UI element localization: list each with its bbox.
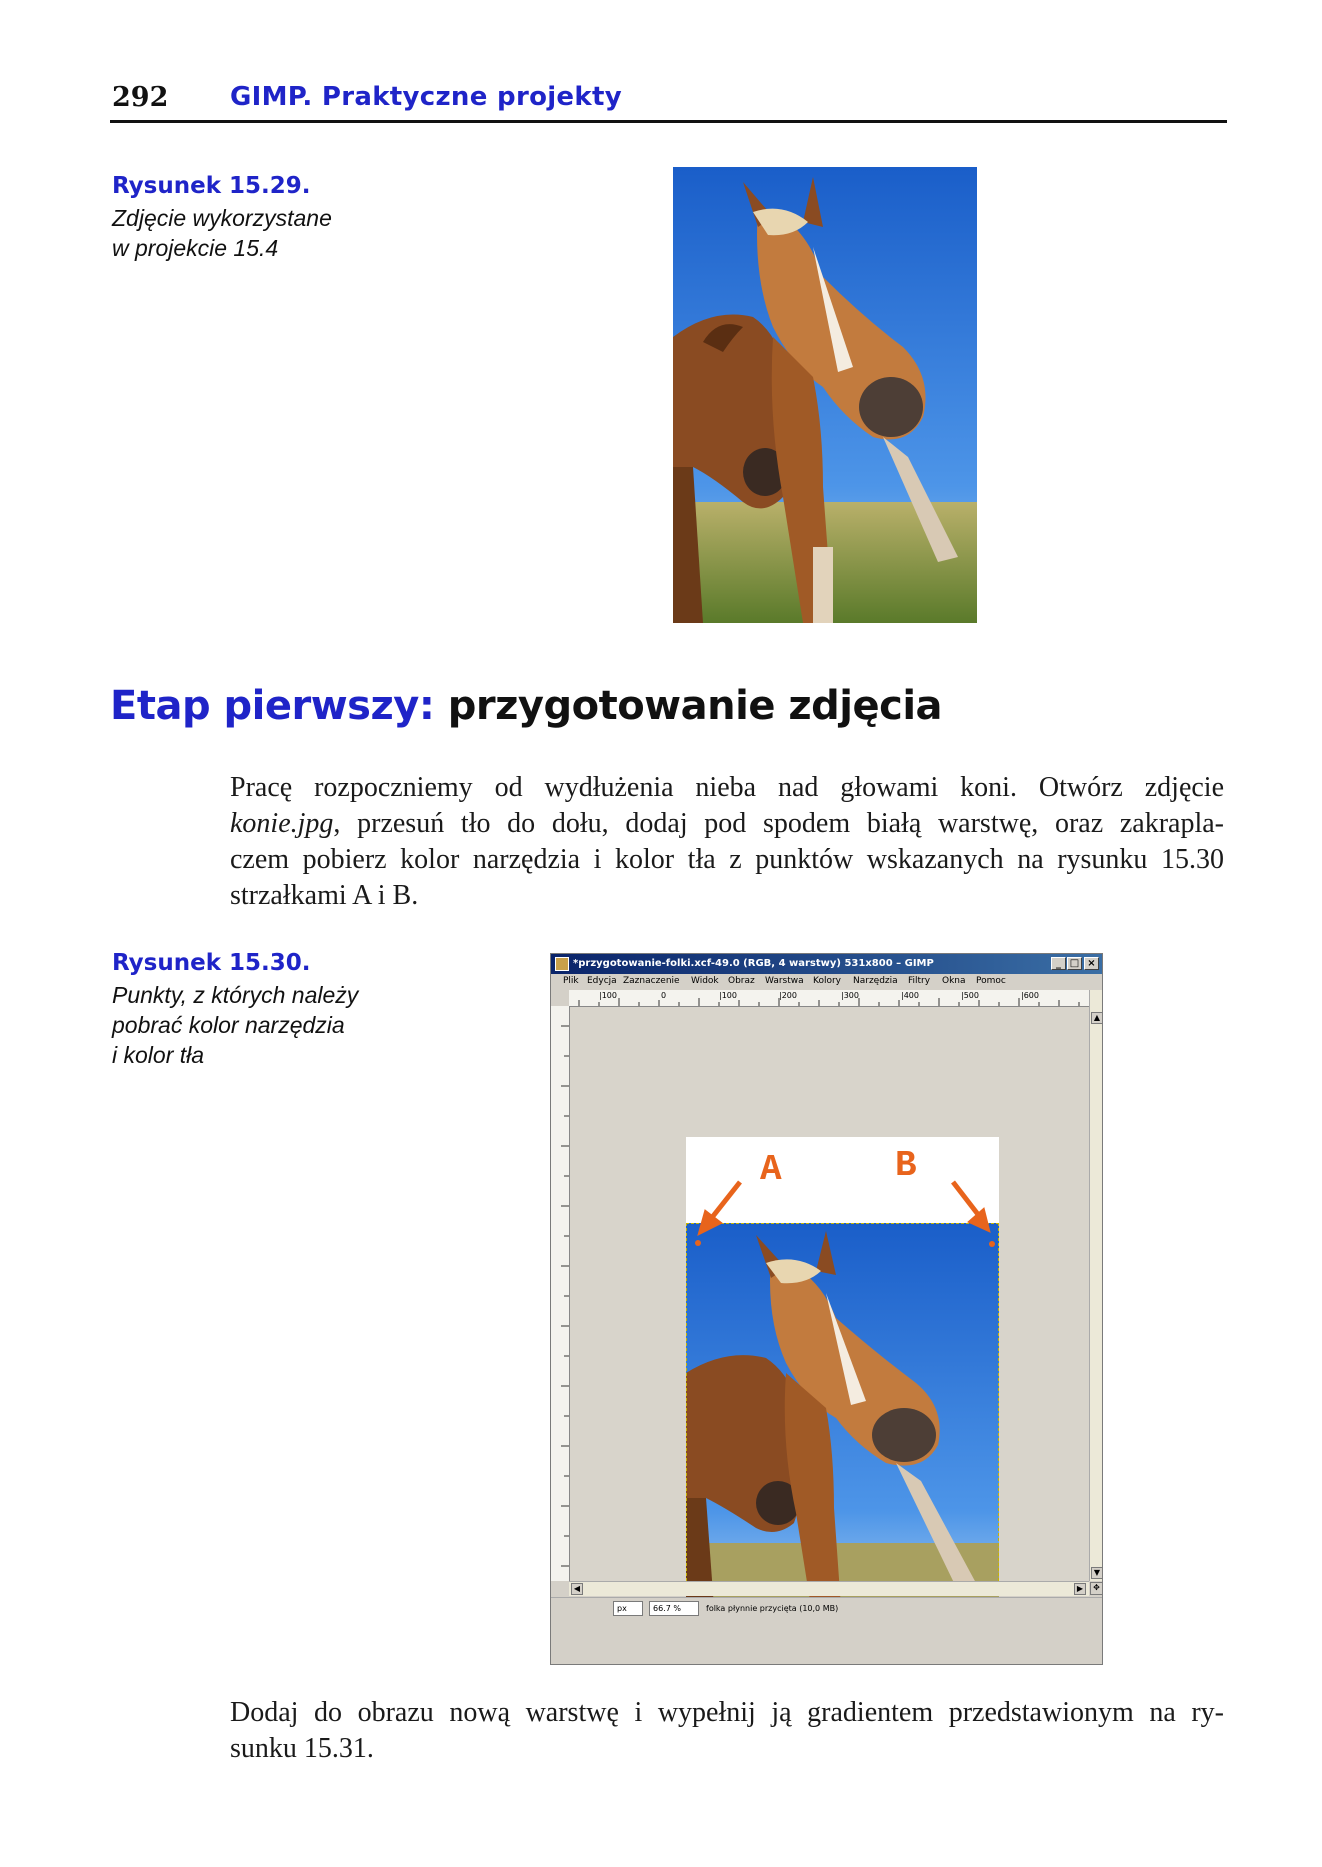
marker-a-label: A xyxy=(760,1149,782,1190)
section-heading-blue: Etap pierwszy: xyxy=(110,683,435,729)
arrow-a-head-icon xyxy=(698,1210,722,1235)
figure-2-caption-line: i kolor tła xyxy=(112,1042,205,1068)
point-b-icon xyxy=(989,1241,995,1247)
status-message: folka płynnie przycięta (10,0 MB) xyxy=(706,1604,839,1613)
menu-item-edycja[interactable]: Edycja xyxy=(587,976,617,986)
ruler-label: 0 xyxy=(661,991,667,1000)
page-number: 292 xyxy=(112,82,169,113)
figure-1-caption-line: Zdjęcie wykorzystane xyxy=(112,205,332,231)
zoom-select[interactable]: 66.7 % xyxy=(649,1601,699,1616)
arrow-b-head-icon xyxy=(968,1208,990,1232)
ruler-label: |400 xyxy=(901,991,919,1000)
vertical-ruler[interactable] xyxy=(551,1006,570,1581)
scroll-left-icon[interactable]: ◀ xyxy=(571,1583,583,1595)
menu-item-zaznaczenie[interactable]: Zaznaczenie xyxy=(623,976,680,986)
figure-2-caption xyxy=(112,980,412,1070)
gimp-menu-bar xyxy=(551,974,1102,990)
figure-1-caption xyxy=(112,203,412,263)
menu-item-obraz[interactable]: Obraz xyxy=(728,976,755,986)
ruler-label: |600 xyxy=(1021,991,1039,1000)
ruler-corner[interactable] xyxy=(551,990,569,1006)
menu-item-warstwa[interactable]: Warstwa xyxy=(765,976,804,986)
horses-illustration xyxy=(673,167,977,623)
paragraph-line: Pracę rozpoczniemy od wydłużenia nieba nad głowami koni. Otwórz zdjęcie xyxy=(230,772,1224,803)
gimp-status-bar xyxy=(551,1597,1102,1620)
horizontal-ruler[interactable] xyxy=(569,990,1089,1007)
body-paragraph-2 xyxy=(230,1695,1224,1767)
gimp-title-bar[interactable] xyxy=(551,954,1102,974)
maximize-button[interactable]: □ xyxy=(1067,957,1082,970)
figure-2-caption-line: Punkty, z których należy xyxy=(112,982,359,1008)
marker-b-label: B xyxy=(895,1145,917,1186)
ruler-ticks-vertical xyxy=(551,1006,569,1581)
arrow-b-icon xyxy=(953,1182,980,1217)
scroll-down-icon[interactable]: ▼ xyxy=(1091,1567,1103,1579)
minimize-button[interactable]: _ xyxy=(1051,957,1066,970)
arrow-a-icon xyxy=(710,1182,740,1220)
menu-item-narzedzia[interactable]: Narzędzia xyxy=(853,976,898,986)
book-title: GIMP. Praktyczne projekty xyxy=(230,82,622,112)
ruler-label: |200 xyxy=(779,991,797,1000)
ruler-label: |300 xyxy=(841,991,859,1000)
header-rule xyxy=(110,120,1227,123)
gimp-window xyxy=(550,953,1103,1665)
section-heading-black: przygotowanie zdjęcia xyxy=(447,683,943,729)
menu-item-kolory[interactable]: Kolory xyxy=(813,976,841,986)
menu-item-widok[interactable]: Widok xyxy=(691,976,719,986)
horizontal-scrollbar[interactable] xyxy=(569,1581,1089,1596)
paragraph-line: Dodaj do obrazu nową warstwę i wypełnij ją gradientem przedstawionym na ry- xyxy=(230,1697,1224,1728)
file-name: konie.jpg xyxy=(230,808,334,839)
paragraph-line: sunku 15.31. xyxy=(230,1733,374,1764)
ruler-label: |500 xyxy=(961,991,979,1000)
ruler-ticks xyxy=(569,990,1089,1006)
horses-photo xyxy=(673,167,977,623)
menu-item-plik[interactable]: Plik xyxy=(563,976,579,986)
body-paragraph-1 xyxy=(230,770,1224,914)
figure-2-label: Rysunek 15.30. xyxy=(112,950,311,976)
color-pick-arrows xyxy=(570,1007,1089,1307)
vertical-scrollbar[interactable] xyxy=(1089,990,1103,1581)
menu-item-filtry[interactable]: Filtry xyxy=(908,976,931,986)
paragraph-line xyxy=(230,806,1224,842)
navigate-icon[interactable]: ✥ xyxy=(1090,1582,1103,1595)
image-canvas[interactable] xyxy=(570,1007,1089,1581)
gimp-app-icon xyxy=(555,957,569,971)
menu-item-okna[interactable]: Okna xyxy=(942,976,966,986)
figure-1-label: Rysunek 15.29. xyxy=(112,173,311,199)
menu-item-pomoc[interactable]: Pomoc xyxy=(976,976,1006,986)
figure-1-caption-line: w projekcie 15.4 xyxy=(112,235,279,261)
paragraph-line-rest: , przesuń tło do dołu, dodaj pod spodem białą warstwę, oraz zakrapla- xyxy=(333,808,1224,839)
section-heading xyxy=(110,683,942,729)
unit-select[interactable]: px xyxy=(613,1601,643,1616)
paragraph-line: strzałkami A i B. xyxy=(230,880,419,911)
scroll-right-icon[interactable]: ▶ xyxy=(1074,1583,1086,1595)
point-a-icon xyxy=(695,1240,701,1246)
ruler-label: |100 xyxy=(599,991,617,1000)
close-button[interactable]: × xyxy=(1084,957,1099,970)
figure-2-caption-line: pobrać kolor narzędzia xyxy=(112,1012,345,1038)
scroll-up-icon[interactable]: ▲ xyxy=(1091,1012,1103,1024)
gimp-window-title: *przygotowanie-folki.xcf-49.0 (RGB, 4 warstwy) 531x800 – GIMP xyxy=(573,958,934,969)
paragraph-line: czem pobierz kolor narzędzia i kolor tła z punktów wskazanych na rysunku 15.30 xyxy=(230,844,1224,875)
ruler-label: |100 xyxy=(719,991,737,1000)
